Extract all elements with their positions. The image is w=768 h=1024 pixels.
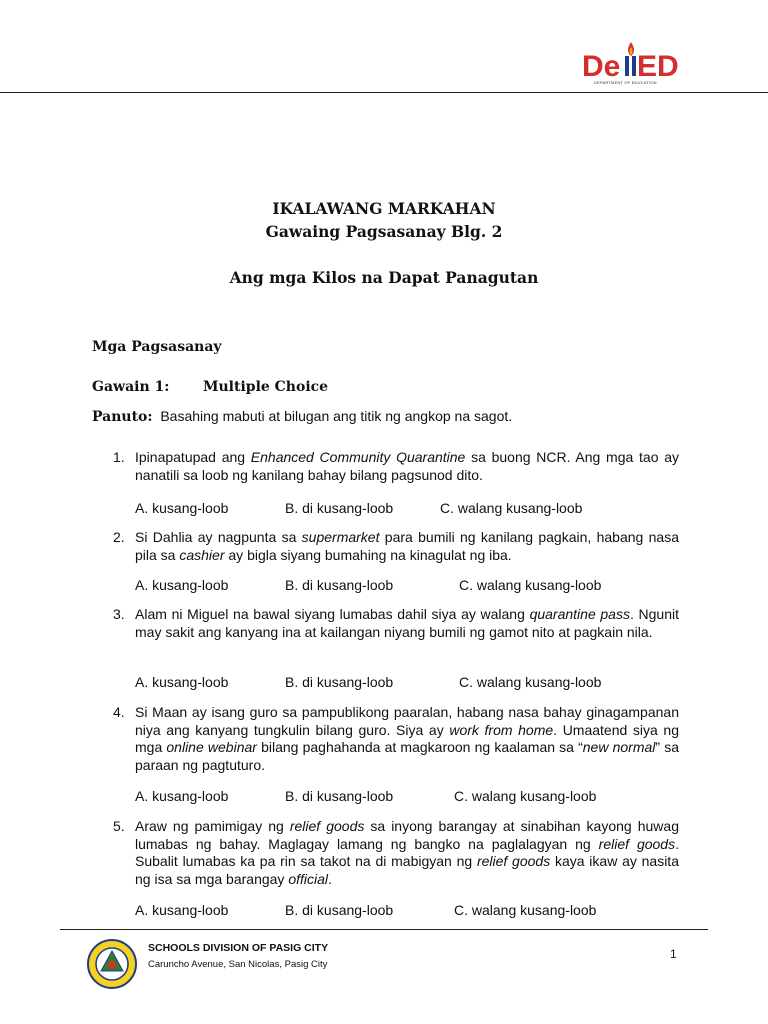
question-text: Si Maan ay isang guro sa pampublikong paaralan, habang nasa bahay ginagampanan niya ang kanyang tungkulin bilang guro. Siya ay work from home. Umaatend siya ng mga online webinar bilang paghahanda at magkaroon ng kaalaman sa “new normal” sa paraan ng pagtuturo.	[135, 704, 680, 773]
option-c[interactable]: C. walang kusang-loob	[440, 500, 583, 516]
question-2	[113, 529, 679, 564]
question-3	[113, 606, 679, 641]
instruction-text: Basahing mabuti at bilugan ang titik ng angkop na sagot.	[160, 408, 513, 424]
question-text: Ipinapatupad ang Enhanced Community Quarantine sa buong NCR. Ang mga tao ay nanatili sa loob ng kanilang bahay bilang pagsunod dito.	[135, 449, 679, 483]
question-4	[113, 704, 679, 774]
instruction-label: Panuto:	[92, 409, 153, 425]
activity-label: Gawain 1:	[92, 379, 170, 395]
question-text: Alam ni Miguel na bawal siyang lumabas dahil siya ay walang quarantine pass. Ngunit may sakit ang kanyang ina at kailangan niyang bumili ng gamot nito at pagkain nila.	[135, 606, 679, 640]
svg-text:De: De	[582, 50, 621, 83]
question-number: 5.	[113, 818, 125, 834]
svg-text:ED: ED	[637, 50, 679, 83]
option-a[interactable]: A. kusang-loob	[135, 674, 229, 690]
question-number: 4.	[113, 704, 125, 720]
division-seal	[86, 938, 138, 990]
division-address: Caruncho Avenue, San Nicolas, Pasig City	[148, 959, 328, 970]
question-number: 2.	[113, 529, 125, 545]
option-a[interactable]: A. kusang-loob	[135, 788, 229, 804]
option-b[interactable]: B. di kusang-loob	[285, 788, 394, 804]
footer-divider	[60, 929, 708, 930]
option-c[interactable]: C. walang kusang-loob	[454, 788, 597, 804]
division-name: SCHOOLS DIVISION OF PASIG CITY	[148, 942, 329, 954]
option-a[interactable]: A. kusang-loob	[135, 577, 229, 593]
question-number: 1.	[113, 449, 125, 465]
option-b[interactable]: B. di kusang-loob	[285, 500, 394, 516]
question-1	[113, 449, 679, 484]
section-label: Mga Pagsasanay	[92, 339, 222, 355]
question-text: Araw ng pamimigay ng relief goods sa inyong barangay at sinabihan kayong huwag lumabas ng bahay. Maglagay lamang ng bangko na paglalagyan ng relief goods. Subalit lumabas ka pa rin sa takot na di mabigyan ng relief goods kaya ikaw ay nasita ng isa sa mga barangay official.	[135, 818, 679, 887]
option-c[interactable]: C. walang kusang-loob	[454, 902, 597, 918]
worksheet-title: Gawaing Pagsasanay Blg. 2	[265, 222, 503, 241]
quarter-title: IKALAWANG MARKAHAN	[272, 199, 496, 218]
option-b[interactable]: B. di kusang-loob	[285, 674, 394, 690]
option-a[interactable]: A. kusang-loob	[135, 902, 229, 918]
header-divider	[0, 92, 768, 93]
question-text: Si Dahlia ay nagpunta sa supermarket para bumili ng kanilang pagkain, habang nasa pila sa cashier ay bigla siyang bumahing na kinagulat ng iba.	[135, 529, 679, 563]
deped-logo	[580, 40, 690, 90]
question-number: 3.	[113, 606, 125, 622]
option-b[interactable]: B. di kusang-loob	[285, 577, 394, 593]
activity-type: Multiple Choice	[203, 379, 329, 395]
option-b[interactable]: B. di kusang-loob	[285, 902, 394, 918]
instruction	[92, 408, 512, 425]
option-c[interactable]: C. walang kusang-loob	[459, 674, 602, 690]
page-number: 1	[670, 947, 677, 961]
option-a[interactable]: A. kusang-loob	[135, 500, 229, 516]
lesson-title: Ang mga Kilos na Dapat Panagutan	[229, 268, 539, 287]
division-seal-icon	[86, 938, 138, 990]
option-c[interactable]: C. walang kusang-loob	[459, 577, 602, 593]
deped-logo-subtext: DEPARTMENT OF EDUCATION	[594, 80, 657, 85]
question-5	[113, 818, 679, 888]
